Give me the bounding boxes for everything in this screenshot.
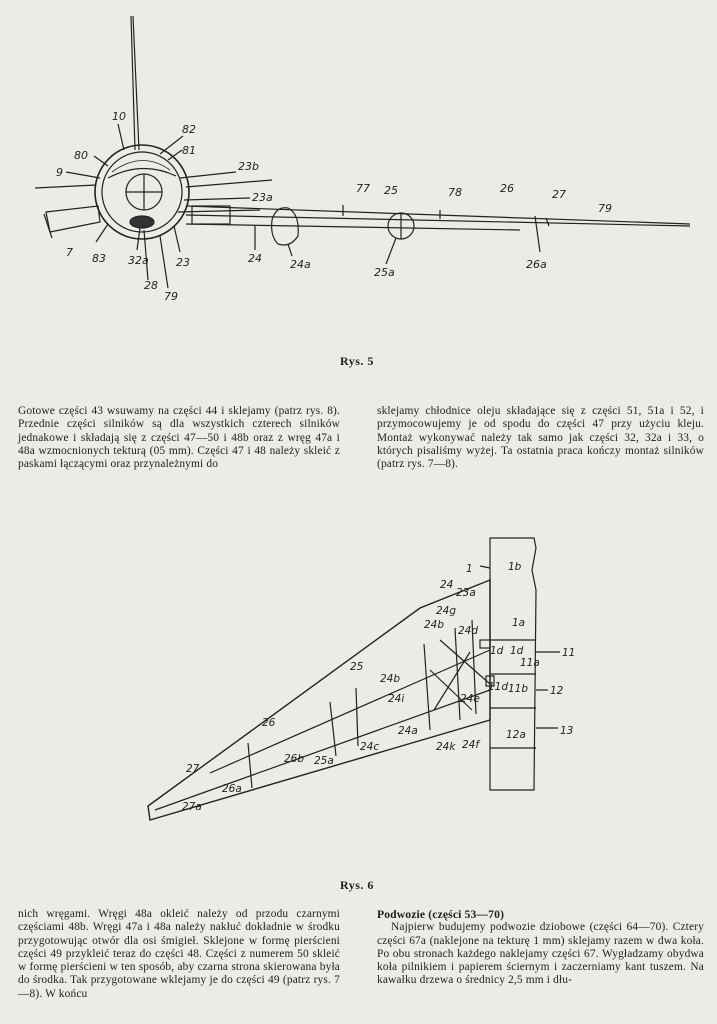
- rys5-caption: Rys. 5: [340, 354, 374, 368]
- svg-text:1d: 1d: [510, 645, 524, 657]
- svg-text:11: 11: [562, 647, 576, 659]
- svg-text:1b: 1b: [508, 561, 522, 573]
- svg-text:83: 83: [92, 252, 106, 265]
- svg-text:80: 80: [74, 149, 88, 162]
- rys5-labels: [56, 110, 612, 303]
- svg-text:7: 7: [66, 246, 73, 259]
- svg-text:26a: 26a: [526, 258, 547, 271]
- svg-text:24k: 24k: [436, 741, 456, 753]
- svg-text:24c: 24c: [360, 741, 380, 753]
- figure-rys6: [0, 530, 717, 880]
- svg-text:81: 81: [182, 144, 196, 157]
- svg-text:23: 23: [176, 256, 190, 269]
- svg-text:24b: 24b: [424, 619, 445, 631]
- svg-text:12a: 12a: [506, 729, 526, 741]
- svg-text:24i: 24i: [388, 693, 405, 705]
- svg-text:1d: 1d: [490, 645, 504, 657]
- figure-rys5: [0, 0, 717, 340]
- paragraph: Gotowe części 43 wsuwamy na części 44 i sklejamy (patrz rys. 8). Przednie części silników są dla wszystkich czterech silników jednakowe i składają się z części 47—50 i 48b oraz z wręg 47a i 48a wzmocnionych tekturą (05 mm). Części 47 i 48 należy skleić z paskami łączącymi oraz przynależnymi do: [18, 405, 340, 471]
- svg-text:79: 79: [164, 290, 178, 303]
- svg-text:10: 10: [112, 110, 126, 123]
- svg-text:11a: 11a: [520, 657, 540, 669]
- svg-text:25a: 25a: [374, 266, 395, 279]
- paragraph: sklejamy chłodnice oleju składające się z części 51, 51a i 52, i przymocowujemy je od spodu do części 47 przy użyciu kleju. Montaż wykonywać należy tak samo jak części 32, 32a i 33, o których pisaliśmy wyżej. Ta ostatnia praca kończy montaż silników (patrz rys. 7—8).: [377, 405, 704, 471]
- rys5-drawing: [35, 16, 690, 288]
- rys6-drawing: [148, 538, 560, 820]
- svg-text:13: 13: [560, 725, 574, 737]
- svg-text:27: 27: [552, 188, 566, 201]
- rys6-labels: [182, 561, 575, 813]
- svg-text:27: 27: [186, 763, 200, 775]
- svg-text:26a: 26a: [222, 783, 242, 795]
- svg-text:12: 12: [550, 685, 564, 697]
- svg-text:24e: 24e: [460, 693, 480, 705]
- text-column-top-right: [377, 405, 704, 471]
- svg-text:25a: 25a: [314, 755, 334, 767]
- svg-text:27a: 27a: [182, 801, 202, 813]
- svg-text:28: 28: [144, 279, 158, 292]
- svg-text:25: 25: [350, 661, 364, 673]
- text-column-top-left: [18, 405, 340, 471]
- svg-text:1a: 1a: [512, 617, 526, 629]
- svg-text:11d: 11d: [488, 681, 509, 693]
- svg-text:77: 77: [356, 182, 370, 195]
- svg-text:26b: 26b: [284, 753, 305, 765]
- svg-text:82: 82: [182, 123, 196, 136]
- svg-text:32a: 32a: [128, 254, 149, 267]
- svg-text:9: 9: [56, 166, 63, 179]
- svg-text:24d: 24d: [458, 625, 479, 637]
- paragraph: nich wręgami. Wręgi 48a okleić należy od przodu czarnymi częściami 48b. Wręgi 47a i 48a należy nakłuć dokładnie w środku przygotowując otwór dla osi śmigieł. Sklejone w formę pierścieni części 49 przykleić teraz do części 48. Części z numerem 50 skleić w formę pierścieni w ten sposób, aby czarna strona skierowana była do środka. Tak przygotowane wklejamy je do części 49 (patrz rys. 7—8). W końcu: [18, 908, 340, 1000]
- svg-text:11b: 11b: [508, 683, 529, 695]
- svg-text:25: 25: [384, 184, 398, 197]
- svg-text:24: 24: [248, 252, 262, 265]
- svg-text:24a: 24a: [290, 258, 311, 271]
- svg-text:23b: 23b: [238, 160, 259, 173]
- svg-text:1: 1: [466, 563, 473, 575]
- svg-text:79: 79: [598, 202, 612, 215]
- svg-text:26: 26: [500, 182, 514, 195]
- section-heading: Podwozie (części 53—70): [377, 908, 505, 921]
- svg-text:24b: 24b: [380, 673, 401, 685]
- paragraph: Najpierw budujemy podwozie dziobowe (części 64—70). Cztery części 67a (naklejone na tekturę 1 mm) sklejamy razem w dwa koła. Po obu stronach każdego naklejamy części 67. Wygładzamy obydwa koła pilnikiem i papierem ściernym i zaczerniamy kant tuszem. Na kawałku drzewa o średnicy 2,5 mm i dłu-: [377, 921, 704, 987]
- svg-text:23a: 23a: [456, 587, 476, 599]
- svg-text:26: 26: [262, 717, 276, 729]
- rys6-caption: Rys. 6: [340, 878, 374, 892]
- svg-text:78: 78: [448, 186, 462, 199]
- svg-text:24: 24: [440, 579, 454, 591]
- svg-text:23a: 23a: [252, 191, 273, 204]
- text-column-bottom-left: [18, 908, 340, 1001]
- svg-text:24a: 24a: [398, 725, 418, 737]
- text-column-bottom-right: [377, 908, 704, 988]
- svg-text:24g: 24g: [436, 605, 457, 617]
- svg-text:24f: 24f: [462, 739, 480, 751]
